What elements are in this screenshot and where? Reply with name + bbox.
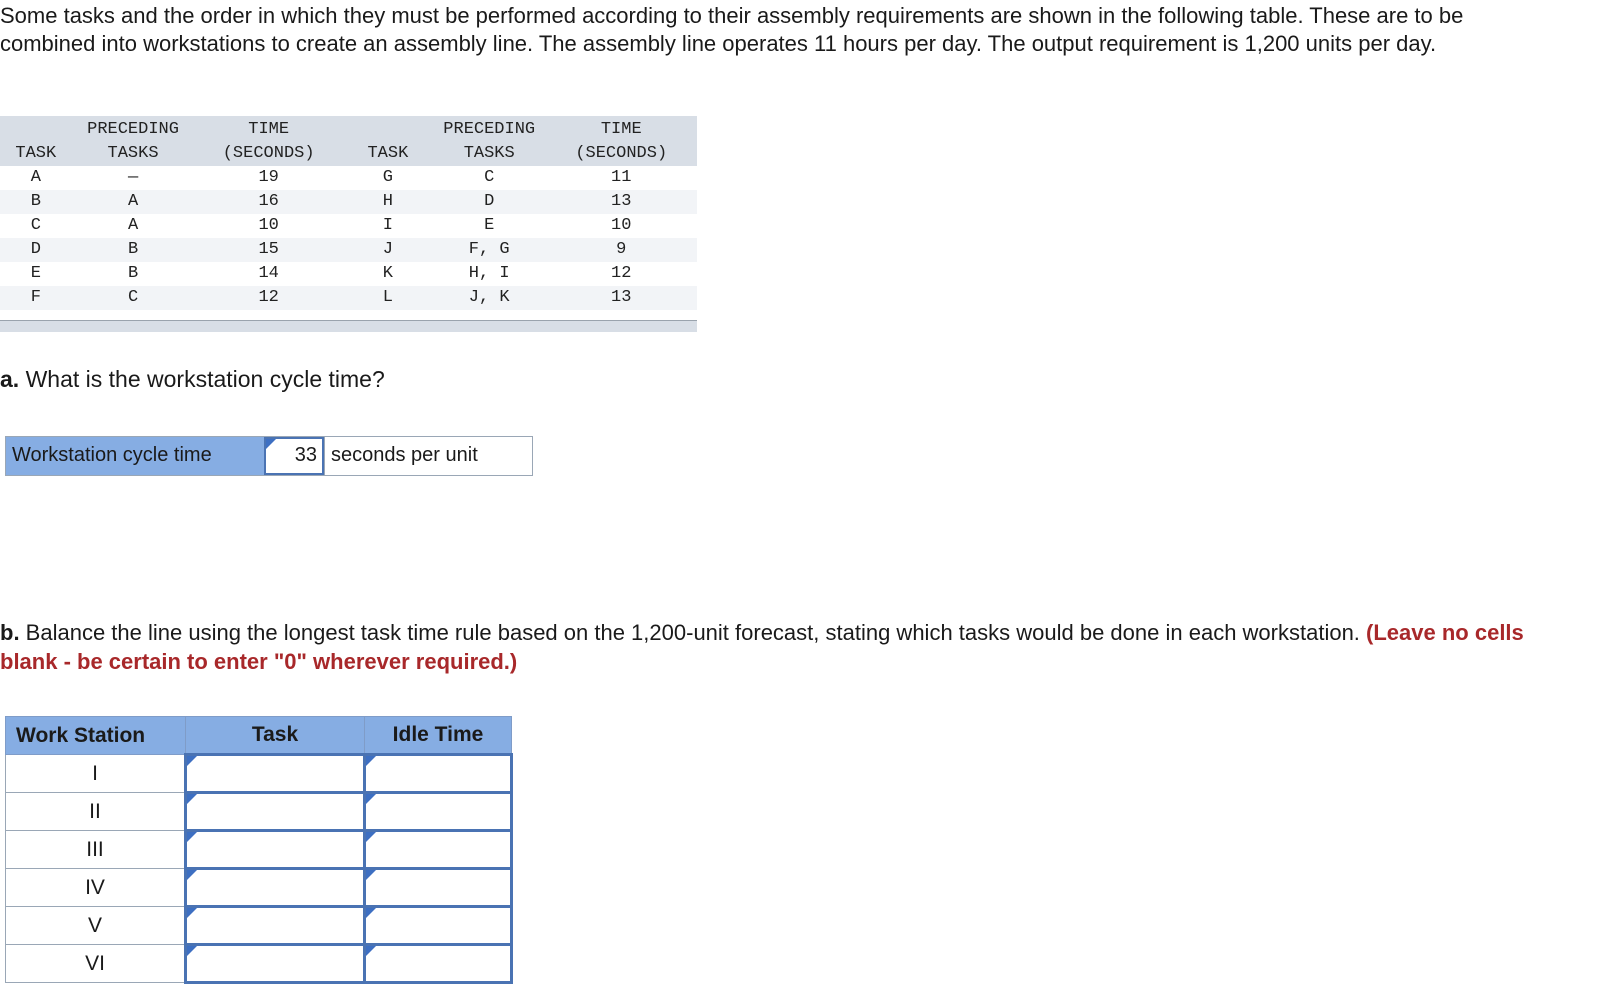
problem-intro: Some tasks and the order in which they must be performed according to their assembly requirements are shown in the following table. These are to be combined into workstations to create an assembly line. The assembly line operates 11 hours per day. The output requirement is 1,200 units per day. bbox=[0, 3, 1464, 56]
workstation-label: II bbox=[6, 793, 186, 831]
preceding-cell: B bbox=[72, 262, 195, 286]
question-a bbox=[0, 366, 385, 393]
header-blank-1 bbox=[0, 116, 72, 142]
task-cell: D bbox=[0, 238, 72, 262]
cycle-time-input[interactable] bbox=[264, 437, 324, 475]
table-footer-bar bbox=[0, 320, 697, 332]
input-flag-icon bbox=[366, 908, 376, 918]
cycle-time-row bbox=[5, 436, 533, 476]
table-row bbox=[6, 907, 512, 945]
idle-time-input[interactable] bbox=[365, 945, 512, 983]
task-input[interactable] bbox=[186, 907, 365, 945]
header-seconds-1: (SECONDS) bbox=[194, 142, 342, 166]
header-preceding-2: PRECEDING bbox=[433, 116, 546, 142]
cycle-time-value: 33 bbox=[294, 444, 317, 466]
idle-time-input[interactable] bbox=[365, 869, 512, 907]
table-row bbox=[0, 286, 697, 310]
workstation-label: I bbox=[6, 755, 186, 793]
input-flag-icon bbox=[366, 756, 376, 766]
table-row bbox=[6, 793, 512, 831]
task-input[interactable] bbox=[186, 755, 365, 793]
input-flag-icon bbox=[366, 794, 376, 804]
task-cell: L bbox=[343, 286, 433, 310]
question-b-text: Balance the line using the longest task time rule based on the 1,200-unit forecast, stating which tasks would be done in each workstation. bbox=[19, 620, 1360, 645]
input-flag-icon bbox=[187, 756, 197, 766]
workstation-label: IV bbox=[6, 869, 186, 907]
question-b-label: b. bbox=[0, 620, 20, 645]
task-cell: E bbox=[0, 262, 72, 286]
header-task-2: TASK bbox=[343, 142, 433, 166]
table-row bbox=[0, 238, 697, 262]
header-tasks-1: TASKS bbox=[72, 142, 195, 166]
preceding-cell: — bbox=[72, 166, 195, 190]
table-row bbox=[6, 831, 512, 869]
preceding-cell: B bbox=[72, 238, 195, 262]
question-a-label: a. bbox=[0, 366, 20, 392]
time-cell: 14 bbox=[194, 262, 342, 286]
idle-time-input[interactable] bbox=[365, 755, 512, 793]
time-cell: 12 bbox=[546, 262, 698, 286]
workstation-table bbox=[5, 716, 513, 984]
task-cell: I bbox=[343, 214, 433, 238]
preceding-cell: A bbox=[72, 214, 195, 238]
time-cell: 13 bbox=[546, 190, 698, 214]
task-cell: A bbox=[0, 166, 72, 190]
input-flag-icon bbox=[187, 908, 197, 918]
workstation-label: VI bbox=[6, 945, 186, 983]
table-row bbox=[6, 755, 512, 793]
task-precedence-table bbox=[0, 116, 697, 310]
task-cell: F bbox=[0, 286, 72, 310]
table-row bbox=[0, 262, 697, 286]
table-row bbox=[6, 945, 512, 983]
workstation-label: V bbox=[6, 907, 186, 945]
input-flag-icon bbox=[187, 794, 197, 804]
time-cell: 10 bbox=[546, 214, 698, 238]
table-row bbox=[0, 214, 697, 238]
header-tasks-2: TASKS bbox=[433, 142, 546, 166]
idle-time-input[interactable] bbox=[365, 907, 512, 945]
preceding-cell: C bbox=[433, 166, 546, 190]
input-flag-icon bbox=[266, 439, 276, 449]
table-row bbox=[0, 166, 697, 190]
task-input[interactable] bbox=[186, 793, 365, 831]
input-flag-icon bbox=[366, 832, 376, 842]
header-seconds-2: (SECONDS) bbox=[546, 142, 698, 166]
task-cell: B bbox=[0, 190, 72, 214]
header-task: Task bbox=[186, 717, 365, 755]
table-row bbox=[6, 869, 512, 907]
idle-time-input[interactable] bbox=[365, 793, 512, 831]
time-cell: 19 bbox=[194, 166, 342, 190]
question-b bbox=[0, 618, 1560, 676]
input-flag-icon bbox=[366, 870, 376, 880]
task-input[interactable] bbox=[186, 945, 365, 983]
header-idle-time: Idle Time bbox=[365, 717, 512, 755]
table-row bbox=[0, 190, 697, 214]
time-cell: 15 bbox=[194, 238, 342, 262]
question-b-note: (Leave no cells blank - be certain to enter "0" wherever required.) bbox=[0, 620, 1524, 674]
input-flag-icon bbox=[366, 946, 376, 956]
preceding-cell: C bbox=[72, 286, 195, 310]
preceding-cell: H, I bbox=[433, 262, 546, 286]
input-flag-icon bbox=[187, 870, 197, 880]
preceding-cell: F, G bbox=[433, 238, 546, 262]
header-blank-2 bbox=[343, 116, 433, 142]
workstation-label: III bbox=[6, 831, 186, 869]
time-cell: 10 bbox=[194, 214, 342, 238]
preceding-cell: D bbox=[433, 190, 546, 214]
preceding-cell: E bbox=[433, 214, 546, 238]
task-input[interactable] bbox=[186, 869, 365, 907]
time-cell: 11 bbox=[546, 166, 698, 190]
header-preceding-1: PRECEDING bbox=[72, 116, 195, 142]
task-cell: J bbox=[343, 238, 433, 262]
header-work-station: Work Station bbox=[6, 717, 186, 755]
task-input[interactable] bbox=[186, 831, 365, 869]
input-flag-icon bbox=[187, 946, 197, 956]
header-time-1: TIME bbox=[194, 116, 342, 142]
task-cell: K bbox=[343, 262, 433, 286]
idle-time-input[interactable] bbox=[365, 831, 512, 869]
time-cell: 13 bbox=[546, 286, 698, 310]
task-cell: G bbox=[343, 166, 433, 190]
header-time-2: TIME bbox=[546, 116, 698, 142]
preceding-cell: J, K bbox=[433, 286, 546, 310]
time-cell: 9 bbox=[546, 238, 698, 262]
time-cell: 16 bbox=[194, 190, 342, 214]
header-task-1: TASK bbox=[0, 142, 72, 166]
task-cell: C bbox=[0, 214, 72, 238]
preceding-cell: A bbox=[72, 190, 195, 214]
cycle-time-label: Workstation cycle time bbox=[6, 437, 264, 475]
question-a-text: What is the workstation cycle time? bbox=[19, 366, 385, 392]
cycle-time-unit: seconds per unit bbox=[324, 437, 532, 475]
task-cell: H bbox=[343, 190, 433, 214]
input-flag-icon bbox=[187, 832, 197, 842]
time-cell: 12 bbox=[194, 286, 342, 310]
